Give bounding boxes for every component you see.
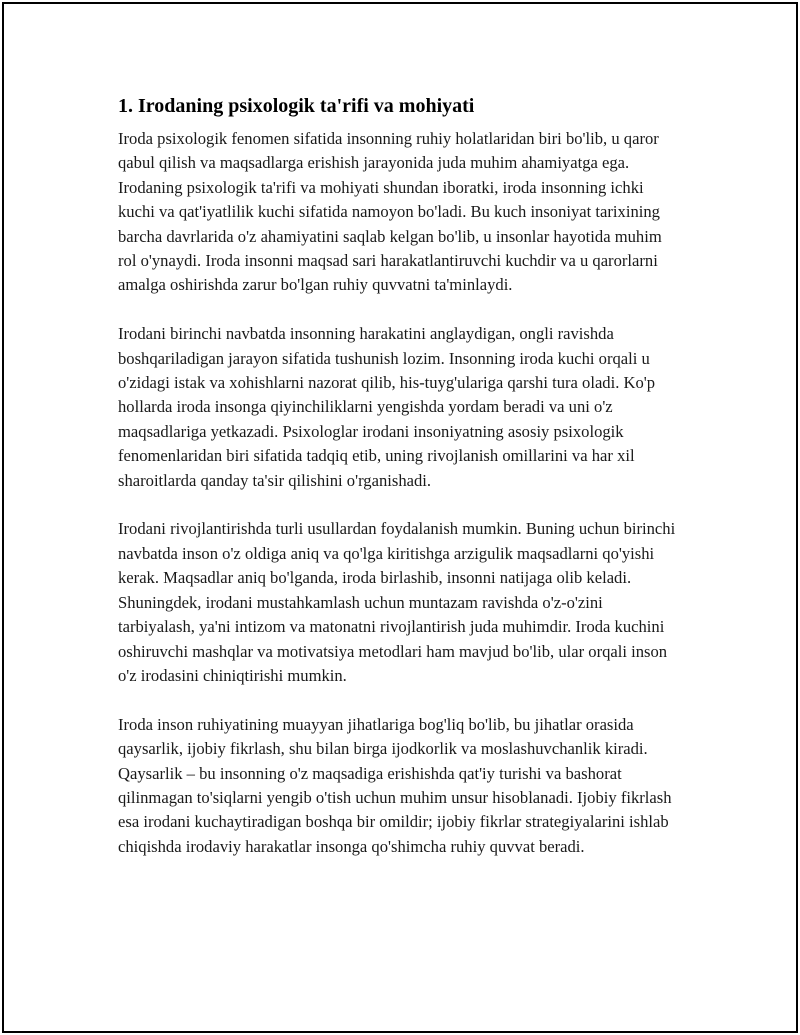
paragraph-4: Iroda inson ruhiyatining muayyan jihatlariga bog'liq bo'lib, bu jihatlar orasida qaysarlik, ijobiy fikrlash, shu bilan birga ijodkorlik va moslashuvchanlik kiradi. Qaysarlik – bu insonning o'z maqsadiga erishishda qat'iy turishi va bashorat qilinmagan to'siqlarni yengib o'tish uchun muhim unsur hisoblanadi. Ijobiy fikrlash esa irodani kuchaytiradigan boshqa bir omildir; ijobiy fikrlar strategiyalarini ishlab chiqishda irodaviy harakatlar insonga qo'shimcha ruhiy quvvat beradi. <box>118 714 672 856</box>
document-body <box>118 93 682 884</box>
paragraph-3: Irodani rivojlantirishda turli usullardan foydalanish mumkin. Buning uchun birinchi navbatda inson o'z oldiga aniq va qo'lga kiritishga arzigulik maqsadlarni qo'yishi kerak. Maqsadlar aniq bo'lganda, iroda birlashib, insonni natijaga olib keladi. Shuningdek, irodani mustahkamlash uchun muntazam ravishda o'z-o'zini tarbiyalash, ya'ni intizom va matonatni rivojlantirish juda muhimdir. Iroda kuchini oshiruvchi mashqlar va motivatsiya metodlari ham mavjud bo'lib, ular orqali inson o'z irodasini chiniqtirishi mumkin. <box>118 519 676 685</box>
section-heading: 1. Irodaning psixologik ta'rifi va mohiyati <box>118 95 475 117</box>
paragraph-2: Irodani birinchi navbatda insonning harakatini anglaydigan, ongli ravishda boshqariladigan jarayon sifatida tushunish lozim. Insonning iroda kuchi orqali u o'zidagi istak va xohishlarni nazorat qilib, his-tuyg'ulariga qarshi tura oladi. Ko'p hollarda iroda insonga qiyinchiliklarni yengishda yordam beradi va uni o'z maqsadlariga yetkazadi. Psixologlar irodani insoniyatning asosiy psixologik fenomenlaridan biri sifatida tadqiq etib, uning rivojlanish omillarini va har xil sharoitlarda qanday ta'sir qilishini o'rganishadi. <box>118 324 656 490</box>
paragraph-1: Iroda psixologik fenomen sifatida insonning ruhiy holatlaridan biri bo'lib, u qaror qabul qilish va maqsadlarga erishish jarayonida juda muhim ahamiyatga ega. Irodaning psixologik ta'rifi va mohiyati shundan iboratki, iroda insonning ichki kuchi va qat'iyatlilik kuchi sifatida namoyon bo'ladi. Bu kuch insoniyat tarixining barcha davrlarida o'z ahamiyatini saqlab kelgan bo'lib, u insonlar hayotida muhim rol o'ynaydi. Iroda insonni maqsad sari harakatlantiruvchi kuchdir va u qarorlarni amalga oshirishda zarur bo'lgan ruhiy quvvatni ta'minlaydi. <box>118 129 662 295</box>
